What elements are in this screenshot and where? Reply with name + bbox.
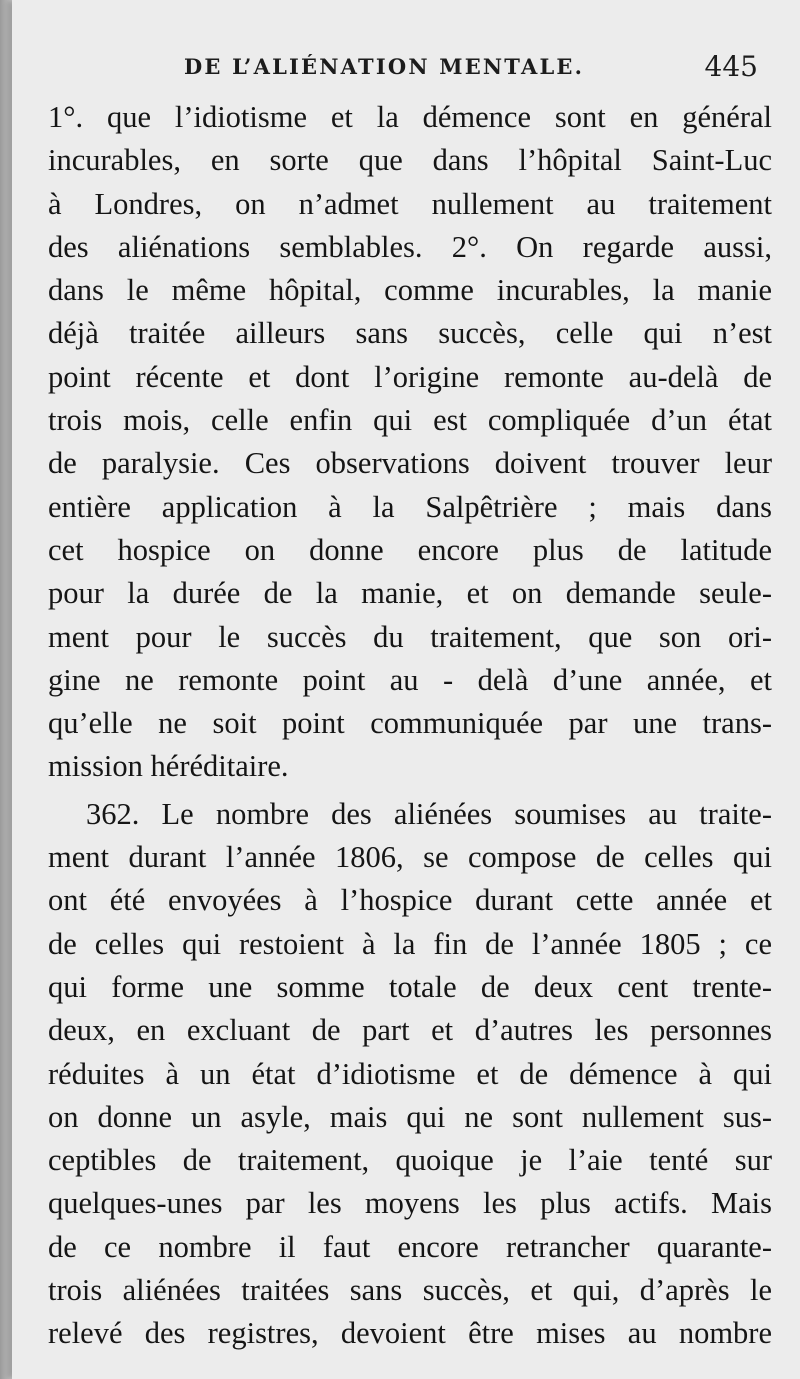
page-number: 445	[704, 50, 758, 83]
text-line: réduites à un état d’idiotisme et de démence à qui	[48, 1056, 772, 1091]
running-head	[52, 50, 772, 90]
text-line: à Londres, on n’admet nullement au traitement	[48, 186, 772, 221]
text-line: dans le même hôpital, comme incurables, la manie	[48, 273, 772, 308]
running-head-title: DE L’ALIÉNATION MENTALE.	[184, 54, 585, 79]
text-line: incurables, en sorte que dans l’hôpital Saint-Luc	[48, 143, 772, 178]
paragraph-2	[48, 793, 772, 1356]
text-line: ont été envoyées à l’hospice durant cette année et	[48, 883, 772, 918]
text-line: qu’elle ne soit point communiquée par une trans-	[48, 706, 772, 741]
text-line: de celles qui restoient à la fin de l’année 1805 ; ce	[48, 926, 772, 961]
text-line: on donne un asyle, mais qui ne sont nullement sus-	[48, 1099, 772, 1134]
book-page	[12, 0, 800, 1379]
text-line: relevé des registres, devoient être mises au nombre	[48, 1316, 772, 1351]
text-line: ment pour le succès du traitement, que son ori-	[48, 619, 772, 654]
text-line: cet hospice on donne encore plus de latitude	[48, 532, 772, 567]
page-gutter	[0, 0, 12, 1379]
text-line: de paralysie. Ces observations doivent trouver leur	[48, 446, 772, 481]
text-line: trois aliénées traitées sans succès, et qui, d’après le	[48, 1273, 772, 1308]
text-line: gine ne remonte point au - delà d’une année, et	[48, 662, 772, 697]
text-line: des aliénations semblables. 2°. On regarde aussi,	[48, 229, 772, 264]
text-line: mission héréditaire.	[48, 749, 289, 784]
body-text	[48, 96, 772, 1356]
text-line: de ce nombre il faut encore retrancher quarante-	[48, 1229, 772, 1264]
text-line: déjà traitée ailleurs sans succès, celle qui n’est	[48, 316, 772, 351]
text-line: quelques-unes par les moyens les plus actifs. Mais	[48, 1186, 772, 1221]
text-line: ment durant l’année 1806, se compose de celles qui	[48, 840, 772, 875]
text-line: 362. Le nombre des aliénées soumises au traite-	[86, 796, 772, 831]
text-line: deux, en excluant de part et d’autres les personnes	[48, 1013, 772, 1048]
text-line: qui forme une somme totale de deux cent trente-	[48, 969, 772, 1004]
text-line: entière application à la Salpêtrière ; mais dans	[48, 489, 772, 524]
text-line: 1°. que l’idiotisme et la démence sont en général	[48, 100, 772, 134]
paragraph-1	[48, 96, 772, 789]
text-line: pour la durée de la manie, et on demande seule-	[48, 576, 772, 611]
text-line: trois mois, celle enfin qui est compliquée d’un état	[48, 403, 772, 438]
text-line: point récente et dont l’origine remonte au-delà de	[48, 359, 772, 394]
text-line: ceptibles de traitement, quoique je l’aie tenté sur	[48, 1143, 772, 1178]
